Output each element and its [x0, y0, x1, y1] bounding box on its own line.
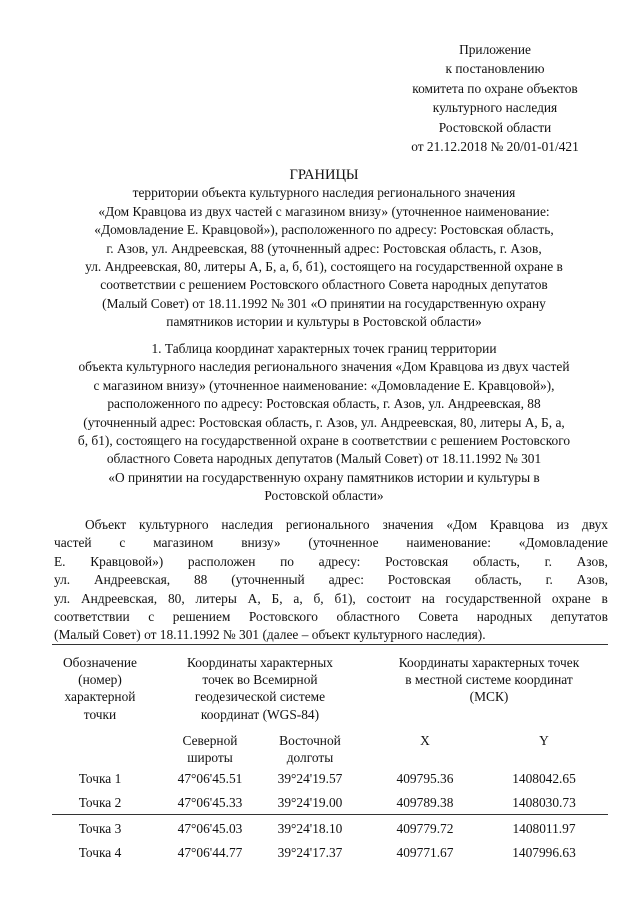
paragraph-word: б,: [313, 590, 324, 606]
appendix-line: Приложение: [459, 42, 531, 57]
cell-point: Точка 4: [78, 845, 122, 860]
paragraph-word: депутатов: [551, 609, 608, 625]
paragraph-word: адресу:: [318, 553, 361, 569]
title-heading: ГРАНИЦЫ: [289, 167, 359, 183]
cell-longitude: 39°24'19.57: [277, 771, 343, 786]
paragraph-word: Азов,: [576, 572, 608, 588]
paragraph-word: Кравцова: [489, 517, 544, 532]
cell-latitude: 47°06'45.33: [177, 795, 243, 810]
cell-longitude: 39°24'17.37: [277, 845, 343, 860]
paragraph-word: с: [119, 535, 126, 551]
paragraph-word: Ростовского: [248, 609, 318, 625]
paragraph-word: Объект: [85, 517, 127, 532]
cell-longitude: 39°24'18.10: [277, 821, 343, 836]
paragraph-word: государственной: [445, 590, 542, 606]
paragraph-word: А,: [247, 590, 261, 606]
title-line: памятников истории и культуры в Ростовской области»: [166, 314, 482, 330]
paragraph-word: областного: [336, 609, 400, 625]
subtitle-line: областного Совета народных депутатов (Малый Совет) от 18.11.1992 № 301: [106, 451, 542, 467]
header-msk-coordinates: Координаты характерных точек в местной системе координат (МСК): [398, 655, 580, 705]
cell-point: Точка 2: [78, 795, 122, 810]
appendix-line: Ростовской области: [438, 119, 552, 135]
paragraph-word: с: [148, 609, 155, 625]
paragraph-word: двух: [581, 517, 608, 532]
paragraph-word: Андреевская,: [93, 572, 171, 588]
paragraph-word: значения: [382, 517, 434, 532]
appendix-block: [390, 40, 600, 156]
header-latitude: Северной широты: [182, 733, 238, 766]
paragraph-word: область,: [474, 572, 522, 588]
cell-x: 409789.38: [396, 795, 454, 810]
paragraph-word: состоит: [366, 590, 411, 606]
title-line: ул. Андреевская, 80, литеры А, Б, а, б, б1), состоящего на государственной охране в: [85, 259, 563, 275]
paragraph-word: Азов,: [576, 553, 608, 569]
paragraph-word: Совета: [418, 609, 459, 625]
title-line: территории объекта культурного наследия регионального значения: [132, 185, 516, 201]
paragraph-word: а,: [293, 590, 303, 606]
paragraph-line: [54, 534, 608, 552]
title-line: «Дом Кравцова из двух частей с магазином внизу» (уточненное наименование:: [98, 203, 550, 219]
cell-x: 409795.36: [396, 771, 454, 786]
paragraph-word: на: [421, 590, 435, 606]
paragraph-word: народных: [476, 609, 533, 625]
title-line: соответствии с решением Ростовского областного Совета народных депутатов: [100, 277, 548, 293]
paragraph-word: Ростовская: [387, 572, 451, 588]
paragraph-word: г.: [545, 572, 553, 588]
paragraph-word: расположен: [187, 553, 256, 569]
paragraph-line: [54, 590, 608, 608]
appendix-line: к постановлению: [445, 61, 545, 77]
paragraph-word: культурного: [139, 517, 209, 532]
paragraph-word: ул.: [54, 572, 71, 588]
paragraph-word: наследия: [221, 517, 274, 532]
paragraph-word: решением: [172, 609, 231, 625]
paragraph-line: [54, 553, 608, 571]
header-longitude: Восточной долготы: [279, 733, 341, 766]
section-subtitle: [40, 340, 608, 506]
paragraph-word: (уточненное: [308, 535, 379, 551]
subtitle-line: 1. Таблица координат характерных точек границ территории: [151, 341, 497, 356]
cell-x: 409771.67: [396, 845, 454, 860]
paragraph-word: наименование:: [406, 535, 491, 551]
body-paragraph: [54, 516, 608, 645]
paragraph-word: 88: [193, 572, 208, 588]
cell-latitude: 47°06'45.03: [177, 821, 243, 836]
paragraph-word: по: [280, 553, 294, 569]
paragraph-word: Б,: [271, 590, 283, 606]
cell-longitude: 39°24'19.00: [277, 795, 343, 810]
cell-point: Точка 1: [78, 771, 122, 786]
document-title: [40, 166, 608, 332]
header-y: Y: [539, 733, 549, 748]
appendix-line: комитета по охране объектов: [412, 80, 578, 96]
paragraph-word: Ростовская: [385, 553, 449, 569]
subtitle-line: расположенного по адресу: Ростовская область, г. Азов, ул. Андреевская, 88: [107, 396, 541, 412]
paragraph-word: ул.: [54, 590, 71, 606]
paragraph-word: литеры: [195, 590, 237, 606]
paragraph-word: Кравцовой»): [90, 553, 164, 569]
paragraph-line: [54, 626, 608, 644]
paragraph-word: Е.: [54, 553, 66, 569]
paragraph-word: частей: [54, 535, 92, 551]
subtitle-line: б, б1), состоящего на государственной охране в соответствии с решением Ростовского: [77, 433, 571, 449]
paragraph-word: из: [556, 517, 570, 532]
paragraph-word: Андреевская,: [80, 590, 158, 606]
paragraph-word: б1),: [334, 590, 356, 606]
paragraph-word: магазином: [153, 535, 214, 551]
paragraph-word: (Малый Совет) от 18.11.1992 № 301 (далее – объект культурного наследия).: [54, 627, 486, 643]
cell-point: Точка 3: [78, 821, 122, 836]
paragraph-word: охране: [551, 590, 591, 606]
cell-latitude: 47°06'44.77: [177, 845, 243, 860]
appendix-line: от 21.12.2018 № 20/01-01/421: [411, 139, 579, 155]
paragraph-line: [54, 571, 608, 589]
paragraph-line: [54, 516, 608, 534]
paragraph-word: «Дом: [446, 517, 478, 532]
cell-latitude: 47°06'45.51: [177, 771, 243, 786]
paragraph-word: г.: [544, 553, 552, 569]
table-row-rule: [52, 814, 608, 815]
title-line: «Домовладение Е. Кравцовой»), расположенного по адресу: Ростовская область,: [94, 222, 554, 238]
subtitle-line: «О принятии на государственную охрану памятников истории и культуры в: [108, 469, 540, 485]
appendix-line: культурного наследия: [432, 100, 558, 116]
cell-y: 1407996.63: [512, 845, 576, 860]
cell-x: 409779.72: [396, 821, 454, 836]
header-wgs84-coordinates: Координаты характерных точек во Всемирной геодезической системе координат (WGS-84): [187, 655, 333, 722]
paragraph-word: регионального: [285, 517, 370, 532]
header-x: X: [420, 733, 430, 748]
paragraph-word: адрес:: [328, 572, 364, 588]
paragraph-word: (уточненный: [231, 572, 305, 588]
subtitle-line: объекта культурного наследия регионального значения «Дом Кравцова из двух частей: [78, 359, 570, 375]
cell-y: 1408011.97: [512, 821, 576, 836]
paragraph-line: [54, 608, 608, 626]
paragraph-word: соответствии: [54, 609, 130, 625]
title-line: г. Азов, ул. Андреевская, 88 (уточненный адрес: Ростовская область, г. Азов,: [106, 240, 542, 256]
paragraph-word: в: [601, 590, 608, 606]
table-top-rule: [52, 644, 608, 645]
subtitle-line: (уточненный адрес: Ростовская область, г. Азов, ул. Андреевская, 80, литеры А, Б, а,: [83, 414, 565, 430]
paragraph-word: внизу»: [241, 535, 281, 551]
paragraph-word: область,: [472, 553, 520, 569]
header-point-designation: Обозначение (номер) характерной точки: [63, 655, 137, 722]
paragraph-word: «Домовладение: [518, 535, 608, 551]
title-line: (Малый Совет) от 18.11.1992 № 301 «О принятии на государственную охрану: [102, 295, 546, 311]
paragraph-word: 80,: [167, 590, 185, 606]
subtitle-line: с магазином внизу» (уточненное наименование: «Домовладение Е. Кравцовой»),: [93, 377, 555, 393]
cell-y: 1408030.73: [512, 795, 576, 810]
subtitle-line: Ростовской области»: [264, 488, 384, 504]
cell-y: 1408042.65: [512, 771, 576, 786]
